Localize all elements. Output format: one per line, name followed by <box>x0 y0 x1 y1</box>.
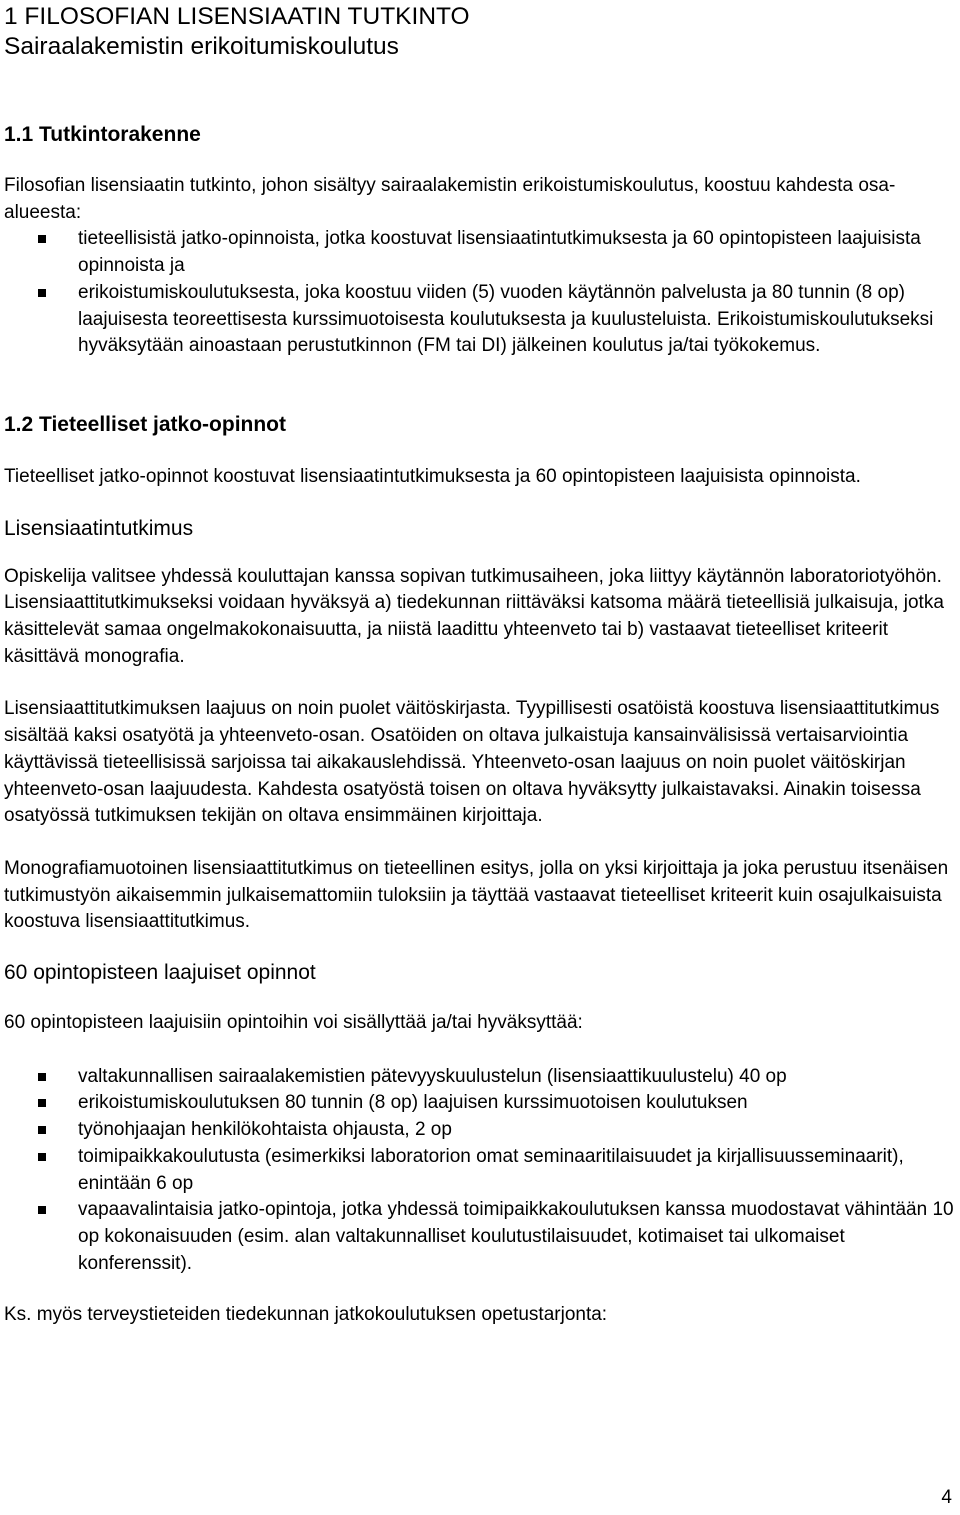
paragraph-see-also: Ks. myös terveystieteiden tiedekunnan jatkokoulutuksen opetustarjonta: <box>4 1304 608 1326</box>
studies-list <box>4 1064 956 1278</box>
square-bullet-icon <box>38 289 46 297</box>
square-bullet-icon <box>38 1099 46 1107</box>
list-item <box>4 226 956 279</box>
list-item-text: vapaavalintaisia jatko-opintoja, jotka yhdessä toimipaikkakoulutuksen kanssa muodostavat vähintään 10 op kokonaisuuden (esim. alan valtakunnalliset koulutustilaisuudet, kotimaiset tai ulkomaiset konferenssit). <box>78 1199 954 1274</box>
list-item-text: erikoistumiskoulutuksesta, joka koostuu viiden (5) vuoden käytännön palvelusta ja 80 tunnin (8 op) laajuisesta teoreettisesta kurssimuotoisesta koulutuksesta ja kuulusteluista. Erikoistumiskoulutukseksi hyväksytään ainoastaan perustutkinnon (FM tai DI) jälkeinen koulutus ja/tai työkokemus. <box>78 281 934 357</box>
square-bullet-icon <box>38 1153 46 1161</box>
document-title: 1 FILOSOFIAN LISENSIAATIN TUTKINTO <box>4 3 470 30</box>
structure-list <box>4 226 956 360</box>
list-item <box>4 1197 956 1277</box>
list-item <box>4 1064 956 1091</box>
document-subtitle: Sairaalakemistin erikoitumiskoulutus <box>4 33 399 60</box>
paragraph-scope: Lisensiaattitutkimuksen laajuus on noin puolet väitöskirjasta. Tyypillisesti osatöistä koostuva lisensiaattitutkimus sisältää kaksi osatyötä ja yhteenveto-osan. Osatöiden on oltava julkaistuja kansainvälisissä vertaisarviointia käyttävissä tieteellisissä sarjoissa tai aikakauslehdissä. Yhteenveto-osan laajuus on noin puolet väitöskirjan yhteenveto-osan laajuudesta. Kahdesta osatyöstä toisen on oltava hyväksytty julkaistavaksi. Ainakin toisessa osatyössä tutkimuksen tekijän on oltava ensimmäinen kirjoittaja. <box>4 698 940 827</box>
section-heading-1-2: 1.2 Tieteelliset jatko-opinnot <box>4 412 287 436</box>
subheading-60-op: 60 opintopisteen laajuiset opinnot <box>4 961 316 985</box>
paragraph-monograph: Monografiamuotoinen lisensiaattitutkimus on tieteellinen esitys, jolla on yksi kirjoittaja ja joka perustuu itsenäisen tutkimustyön aikaisemmin julkaisemattomiin tuloksiin ja täyttää vastaavat tieteelliset kriteerit kuin osajulkaisuista koostuva lisensiaattitutkimus. <box>4 857 949 933</box>
list-item-text: valtakunnallisen sairaalakemistien pätevyyskuulustelun (lisensiaattikuulustelu) 40 op <box>78 1065 787 1087</box>
square-bullet-icon <box>38 235 46 243</box>
section-1-1-intro: Filosofian lisensiaatin tutkinto, johon sisältyy sairaalakemistin erikoistumiskoulutus, koostuu kahdesta osa-alueesta: <box>4 175 896 223</box>
document-page <box>4 0 956 1329</box>
list-item-text: työnohjaajan henkilökohtaista ohjausta, 2 op <box>78 1119 452 1141</box>
subheading-lisensiaatintutkimus: Lisensiaatintutkimus <box>4 516 194 540</box>
section-heading-1-1: 1.1 Tutkintorakenne <box>4 123 201 146</box>
paragraph-topic: Opiskelija valitsee yhdessä kouluttajan kanssa sopivan tutkimusaiheen, joka liittyy käytännön laboratoriotyöhön. Lisensiaattitutkimukseksi voidaan hyväksyä a) tiedekunnan riittäväksi katsoma määrä tieteellisiä julkaisuja, jotka käsittelevät samaa ongelmakokonaisuutta, ja niistä laadittu yhteenveto tai b) vastaavat tieteelliset kriteerit käsittävä monografia. <box>4 565 944 667</box>
paragraph-60-op-intro: 60 opintopisteen laajuisiin opintoihin voi sisällyttää ja/tai hyväksyttää: <box>4 1012 583 1034</box>
list-item <box>4 1117 956 1144</box>
square-bullet-icon <box>38 1073 46 1081</box>
list-item <box>4 1144 956 1197</box>
square-bullet-icon <box>38 1126 46 1134</box>
list-item-text: erikoistumiskoulutuksen 80 tunnin (8 op) laajuisen kurssimuotoisen koulutuksen <box>78 1092 748 1114</box>
list-item-text: tieteellisistä jatko-opinnoista, jotka koostuvat lisensiaatintutkimuksesta ja 60 opintopisteen laajuisista opinnoista ja <box>78 228 921 277</box>
list-item <box>4 1090 956 1117</box>
list-item <box>4 280 956 360</box>
square-bullet-icon <box>38 1206 46 1214</box>
page-number: 4 <box>941 1487 952 1508</box>
section-1-2-intro: Tieteelliset jatko-opinnot koostuvat lisensiaatintutkimuksesta ja 60 opintopisteen laajuisista opinnoista. <box>4 465 861 487</box>
list-item-text: toimipaikkakoulutusta (esimerkiksi laboratorion omat seminaaritilaisuudet ja kirjallisuusseminaarit), enintään 6 op <box>78 1145 904 1194</box>
